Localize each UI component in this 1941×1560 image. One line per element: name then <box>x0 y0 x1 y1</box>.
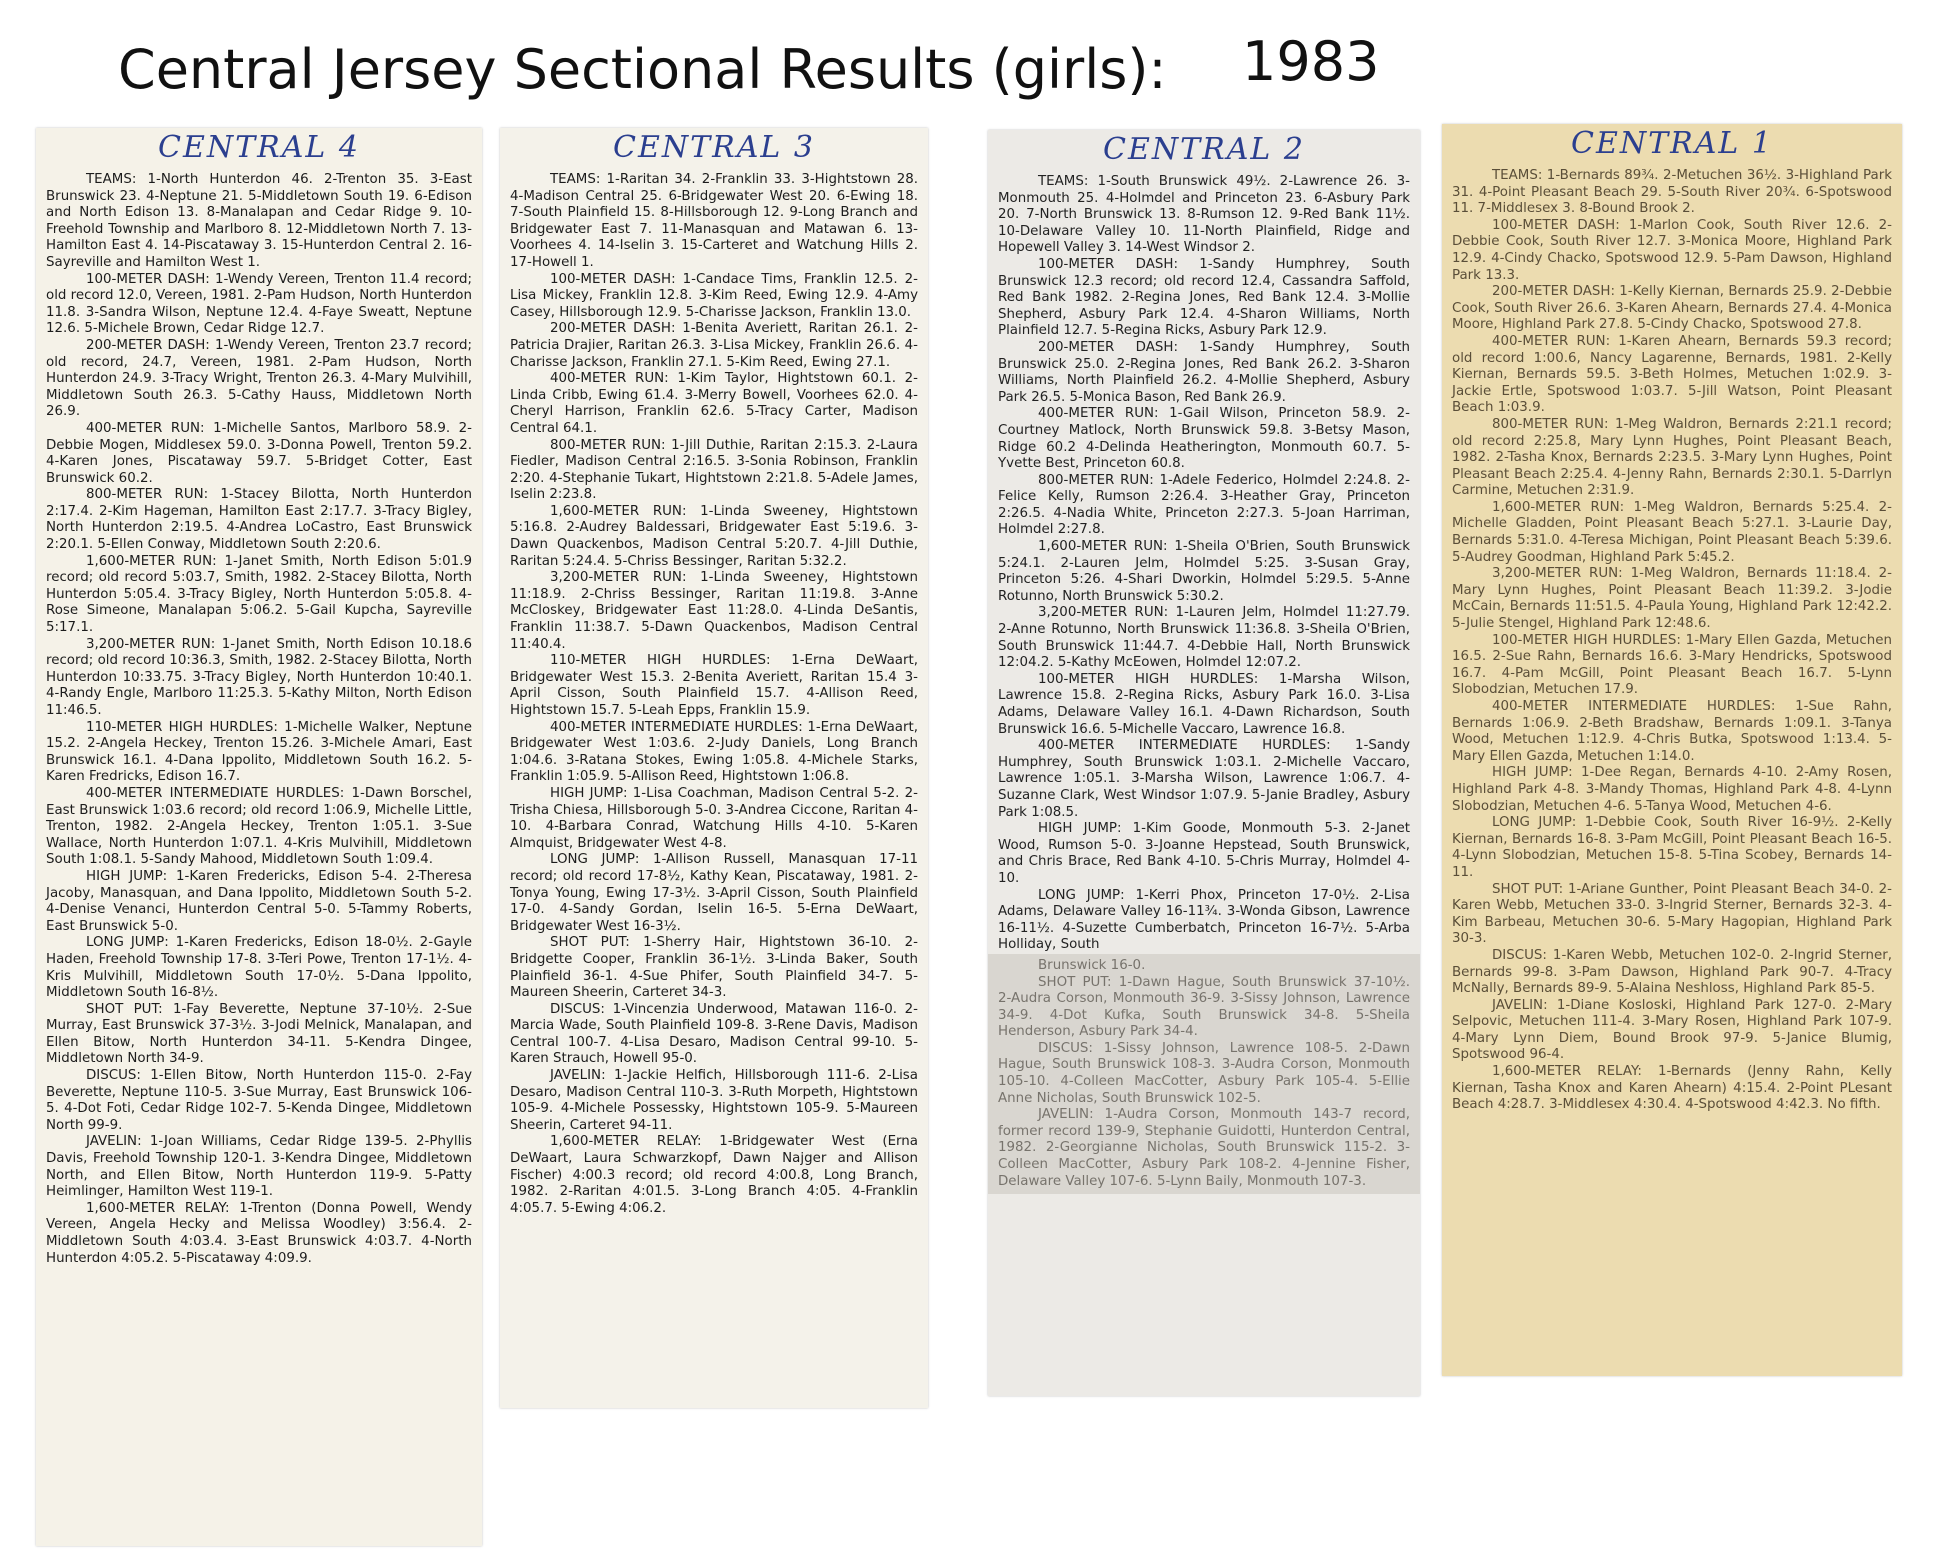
result-paragraph: DISCUS: 1-Sissy Johnson, Lawrence 108-5. 2-Dawn Hague, South Brunswick 108-3. 3-Audra Corson, Monmouth 105-10. 4-Colleen MacCotter, Asbury Park 105-4. 5-Ellie Anne Nicholas, South Brunswick 102-5. <box>998 1040 1410 1106</box>
result-paragraph: 400-METER INTERMEDIATE HURDLES: 1-Sandy Humphrey, South Brunswick 1:03.1. 2-Michelle Vaccaro, Lawrence 1:05.1. 3-Marsha Wilson, Lawrence 1:06.7. 4-Suzanne Clark, West Windsor 1:07.9. 5-Janie Bradley, Asbury Park 1:08.5. <box>998 738 1410 820</box>
result-paragraph: 100-METER DASH: 1-Wendy Vereen, Trenton 11.4 record; old record 12.0, Vereen, 1981. 2-Pam Hudson, North Hunterdon 11.8. 3-Sandra Wilson, Neptune 12.4. 4-Faye Sweatt, Neptune 12.6. 5-Michele Brown, Cedar Ridge 12.7. <box>46 271 472 337</box>
result-paragraph: DISCUS: 1-Ellen Bitow, North Hunterdon 115-0. 2-Fay Beverette, Neptune 110-5. 3-Sue Murray, East Brunswick 106-5. 4-Dot Foti, Cedar Ridge 102-7. 5-Kenda Dingee, Middletown North 99-9. <box>46 1068 472 1133</box>
result-paragraph: HIGH JUMP: 1-Lisa Coachman, Madison Central 5-2. 2-Trisha Chiesa, Hillsborough 5-0. 3-Andrea Ciccone, Raritan 4-10. 4-Barbara Conrad, Watchung Hills 4-10. 5-Karen Almquist, Bridgewater West 4-8. <box>510 785 918 851</box>
result-paragraph: TEAMS: 1-Bernards 89¾. 2-Metuchen 36½. 3-Highland Park 31. 4-Point Pleasant Beach 29. 5-South River 20¾. 6-Spotswood 11. 7-Middlesex 3. 8-Bound Brook 2. <box>1452 168 1892 217</box>
result-paragraph: LONG JUMP: 1-Debbie Cook, South River 16-9½. 2-Kelly Kiernan, Bernards 16-8. 3-Pam McGill, Point Pleasant Beach 16-5. 4-Lynn Slobodzian, Metuchen 15-8. 5-Tina Scobey, Bernards 14-11. <box>1452 815 1892 880</box>
result-paragraph: 400-METER INTERMEDIATE HURDLES: 1-Dawn Borschel, East Brunswick 1:03.6 record; old record 1:06.9, Michelle Little, Trenton, 1982. 2-Angela Heckey, Trenton 1:05.1. 3-Sue Wallace, North Hunterdon 1:07.1. 4-Kris Mulvihill, Middletown South 1:08.1. 5-Sandy Mahood, Middletown South 1:09.4. <box>46 785 472 868</box>
clipping-handwritten-label: CENTRAL 4 <box>158 130 360 165</box>
result-paragraph: 800-METER RUN: 1-Stacey Bilotta, North Hunterdon 2:17.4. 2-Kim Hageman, Hamilton East 2:17.7. 3-Tracy Bigley, North Hunterdon 2:19.5. 4-Andrea LoCastro, East Brunswick 2:20.1. 5-Ellen Conway, Middletown South 2:20.6. <box>46 487 472 553</box>
result-paragraph: 3,200-METER RUN: 1-Lauren Jelm, Holmdel 11:27.79. 2-Anne Rotunno, North Brunswick 11:36.8. 3-Sheila O'Brien, South Brunswick 11:44.7. 4-Debbie Hall, North Brunswick 12:04.2. 5-Kathy McEowen, Holmdel 12:07.2. <box>998 605 1410 671</box>
result-paragraph: DISCUS: 1-Vincenzia Underwood, Matawan 116-0. 2-Marcia Wade, South Plainfield 109-8. 3-Rene Davis, Madison Central 100-7. 4-Lisa Desaro, Madison Central 99-10. 5-Karen Strauch, Howell 95-0. <box>510 1001 918 1067</box>
clipping-main-text <box>998 174 1410 954</box>
clipping-body <box>36 168 482 1267</box>
result-paragraph: LONG JUMP: 1-Kerri Phox, Princeton 17-0½. 2-Lisa Adams, Delaware Valley 16-11¾. 3-Wonda Gibson, Lawrence 16-11½. 4-Suzette Cumberbatch, Princeton 16-7½. 5-Arba Holliday, South <box>998 887 1410 953</box>
result-paragraph: TEAMS: 1-South Brunswick 49½. 2-Lawrence 26. 3-Monmouth 25. 4-Holmdel and Princeton 23. 6-Asbury Park 20. 7-North Brunswick 13. 8-Rumson 12. 9-Red Bank 11½. 10-Delaware Valley 10. 11-North Plainfield, Ridge and Hopewell Valley 3. 14-West Windsor 2. <box>998 174 1410 256</box>
result-paragraph: LONG JUMP: 1-Karen Fredericks, Edison 18-0½. 2-Gayle Haden, Freehold Township 17-8. 3-Teri Powe, Trenton 17-1½. 4-Kris Mulvihill, Middletown South 17-0½. 5-Dana Ippolito, Middletown South 16-8½. <box>46 935 472 1001</box>
result-paragraph: 800-METER RUN: 1-Adele Federico, Holmdel 2:24.8. 2-Felice Kelly, Rumson 2:26.4. 3-Heather Gray, Princeton 2:26.5. 4-Nadia White, Princeton 2:27.3. 5-Joan Harriman, Holmdel 2:27.8. <box>998 472 1410 538</box>
result-paragraph: 200-METER DASH: 1-Kelly Kiernan, Bernards 25.9. 2-Debbie Cook, South River 26.6. 3-Karen Ahearn, Bernards 27.4. 4-Monica Moore, Highland Park 27.8. 5-Cindy Chacko, Spotswood 27.8. <box>1452 284 1892 333</box>
clipping-handwritten-label: CENTRAL 2 <box>1103 132 1305 167</box>
clipping-central-1 <box>1442 124 1902 1376</box>
result-paragraph: 110-METER HIGH HURDLES: 1-Erna DeWaart, Bridgewater West 15.3. 2-Benita Averiett, Raritan 15.4 3-April Cisson, South Plainfield 15.7. 4-Allison Reed, Hightstown 15.7. 5-Leah Epps, Franklin 15.9. <box>510 653 918 718</box>
result-paragraph: 200-METER DASH: 1-Sandy Humphrey, South Brunswick 25.0. 2-Regina Jones, Red Bank 26.2. 3-Sharon Williams, North Plainfield 26.2. 4-Mollie Shepherd, Asbury Park 26.5. 5-Monica Bason, Red Bank 26.9. <box>998 339 1410 405</box>
result-paragraph: 200-METER DASH: 1-Wendy Vereen, Trenton 23.7 record; old record, 24.7, Vereen, 1981. 2-Pam Hudson, North Hunterdon 24.9. 3-Tracy Wright, Trenton 26.3. 4-Mary Mulvihill, Middletown South 26.3. 5-Cathy Hauss, Middletown North 26.9. <box>46 337 472 420</box>
clipping-body <box>1442 164 1902 1114</box>
result-paragraph: 100-METER DASH: 1-Marlon Cook, South River 12.6. 2-Debbie Cook, South River 12.7. 3-Monica Moore, Highland Park 12.9. 4-Cindy Chacko, Spotswood 12.9. 5-Pam Dawson, Highland Park 13.3. <box>1452 217 1892 283</box>
result-paragraph: JAVELIN: 1-Audra Corson, Monmouth 143-7 record, former record 139-9, Stephanie Guidotti, Hunterdon Central, 1982. 2-Georgianne Nicholas, South Brunswick 115-2. 3-Colleen MacCotter, Asbury Park 108-2. 4-Jennine Fisher, Delaware Valley 107-6. 5-Lynn Baily, Monmouth 107-3. <box>998 1107 1410 1189</box>
result-paragraph: HIGH JUMP: 1-Kim Goode, Monmouth 5-3. 2-Janet Wood, Rumson 5-0. 3-Joanne Hepstead, South Brunswick, and Chris Brace, Red Bank 4-10. 5-Chris Murray, Holmdel 4-10. <box>998 821 1410 886</box>
result-paragraph: DISCUS: 1-Karen Webb, Metuchen 102-0. 2-Ingrid Sterner, Bernards 99-8. 3-Pam Dawson, Highland Park 90-7. 4-Tracy McNally, Bernards 89-9. 5-Alaina Neshloss, Highland Park 85-5. <box>1452 947 1892 997</box>
clipping-body <box>988 170 1420 1194</box>
result-paragraph: 100-METER DASH: 1-Candace Tims, Franklin 12.5. 2-Lisa Mickey, Franklin 12.8. 3-Kim Reed, Ewing 12.9. 4-Amy Casey, Hillsborough 12.9. 5-Charisse Jackson, Franklin 13.0. <box>510 271 918 320</box>
result-paragraph: SHOT PUT: 1-Dawn Hague, South Brunswick 37-10½. 2-Audra Corson, Monmouth 36-9. 3-Sissy Johnson, Lawrence 34-9. 4-Dot Kufka, South Brunswick 34-8. 5-Sheila Henderson, Asbury Park 34-4. <box>998 974 1410 1040</box>
result-paragraph: 3,200-METER RUN: 1-Linda Sweeney, Hightstown 11:18.9. 2-Chriss Bessinger, Raritan 11:19.8. 3-Anne McCloskey, Bridgewater East 11:28.0. 4-Linda DeSantis, Franklin 11:38.7. 5-Dawn Quackenbos, Madison Central 11:40.4. <box>510 570 918 652</box>
result-paragraph: 400-METER RUN: 1-Michelle Santos, Marlboro 58.9. 2-Debbie Mogen, Middlesex 59.0. 3-Donna Powell, Trenton 59.2. 4-Karen Jones, Piscataway 59.7. 5-Bridget Cotter, East Brunswick 60.2. <box>46 420 472 486</box>
result-paragraph: 800-METER RUN: 1-Jill Duthie, Raritan 2:15.3. 2-Laura Fiedler, Madison Central 2:16.5. 3-Sonia Robinson, Franklin 2:20. 4-Stephanie Tukart, Hightstown 2:21.8. 5-Adele James, Iselin 2:23.8. <box>510 437 918 503</box>
result-paragraph: SHOT PUT: 1-Sherry Hair, Hightstown 36-10. 2-Bridgette Cooper, Franklin 36-1½. 3-Linda Baker, South Plainfield 36-1. 4-Sue Phifer, South Plainfield 34-7. 5-Maureen Sheerin, Carteret 34-3. <box>510 935 918 1001</box>
page-title: Central Jersey Sectional Results (girls): <box>118 38 1167 101</box>
clipping-central-3 <box>500 128 928 1408</box>
result-paragraph: 100-METER HIGH HURDLES: 1-Mary Ellen Gazda, Metuchen 16.5. 2-Sue Rahn, Bernards 16.6. 3-Mary Hendricks, Spotswood 16.7. 4-Pam McGill, Point Pleasant Beach 16.7. 5-Lynn Slobodzian, Metuchen 17.9. <box>1452 632 1892 698</box>
result-paragraph: JAVELIN: 1-Jackie Helfich, Hillsborough 111-6. 2-Lisa Desaro, Madison Central 110-3. 3-Ruth Morpeth, Hightstown 105-9. 4-Michele Possessky, Hightstown 105-9. 5-Maureen Sheerin, Carteret 94-11. <box>510 1068 918 1133</box>
result-paragraph: JAVELIN: 1-Diane Kosloski, Highland Park 127-0. 2-Mary Selpovic, Metuchen 111-4. 3-Mary Rosen, Highland Park 107-9. 4-Mary Lynn Diem, Bound Brook 97-9. 5-Janice Blumig, Spotswood 96-4. <box>1452 997 1892 1063</box>
result-paragraph: HIGH JUMP: 1-Karen Fredericks, Edison 5-4. 2-Theresa Jacoby, Manasquan, and Dana Ippolito, Middletown South 5-2. 4-Denise Venanci, Hunterdon Central 5-0. 5-Tammy Roberts, East Brunswick 5-0. <box>46 868 472 934</box>
result-paragraph: 400-METER INTERMEDIATE HURDLES: 1-Erna DeWaart, Bridgewater West 1:03.6. 2-Judy Daniels, Long Branch 1:04.6. 3-Ratana Stokes, Ewing 1:05.8. 4-Michele Starks, Franklin 1:05.9. 5-Allison Reed, Hightstown 1:06.8. <box>510 719 918 785</box>
result-paragraph: 100-METER HIGH HURDLES: 1-Marsha Wilson, Lawrence 15.8. 2-Regina Ricks, Asbury Park 16.0. 3-Lisa Adams, Delaware Valley 16.1. 4-Dawn Richardson, South Brunswick 16.6. 5-Michelle Vaccaro, Lawrence 16.8. <box>998 671 1410 737</box>
result-paragraph: 400-METER RUN: 1-Karen Ahearn, Bernards 59.3 record; old record 1:00.6, Nancy Lagarenne, Bernards, 1981. 2-Kelly Kiernan, Bernards 59.5. 3-Beth Holmes, Metuchen 1:02.9. 3-Jackie Ertle, Spotswood 1:03.7. 5-Jill Watson, Point Pleasant Beach 1:03.9. <box>1452 333 1892 416</box>
clipping-central-2 <box>988 130 1420 1396</box>
clipping-central-4 <box>36 128 482 1546</box>
result-paragraph: 1,600-METER RUN: 1-Meg Waldron, Bernards 5:25.4. 2-Michelle Gladden, Point Pleasant Beach 5:27.1. 3-Laurie Day, Bernards 5:31.0. 4-Teresa Michigan, Point Pleasant Beach 5:39.6. 5-Audrey Goodman, Highland Park 5:45.2. <box>1452 499 1892 565</box>
result-paragraph: 1,600-METER RELAY: 1-Bernards (Jenny Rahn, Kelly Kiernan, Tasha Knox and Karen Ahearn) 4:15.4. 2-Point PLesant Beach 4:28.7. 3-Middlesex 4:30.4. 4-Spotswood 4:42.3. No fifth. <box>1452 1064 1892 1113</box>
result-paragraph: JAVELIN: 1-Joan Williams, Cedar Ridge 139-5. 2-Phyllis Davis, Freehold Township 120-1. 3-Kendra Dingee, Middletown North, and Ellen Bitow, North Hunterdon 119-9. 5-Patty Heimlinger, Hamilton West 119-1. <box>46 1134 472 1200</box>
result-paragraph: TEAMS: 1-North Hunterdon 46. 2-Trenton 35. 3-East Brunswick 23. 4-Neptune 21. 5-Middletown South 19. 6-Edison and North Edison 13. 8-Manalapan and Cedar Ridge 9. 10-Freehold Township and Marlboro 8. 12-Middletown North 7. 13-Hamilton East 4. 14-Piscataway 3. 15-Hunterdon Central 2. 16-Sayreville and Hamilton West 1. <box>46 172 472 270</box>
result-paragraph: 800-METER RUN: 1-Meg Waldron, Bernards 2:21.1 record; old record 2:25.8, Mary Lynn Hughes, Point Pleasant Beach, 1982. 2-Tasha Knox, Bernards 2:23.5. 3-Mary Lynn Hughes, Point Pleasant Beach 2:25.4. 4-Jenny Rahn, Bernards 2:30.1. 5-Darrlyn Carmine, Metuchen 2:31.9. <box>1452 416 1892 499</box>
page-year: 1983 <box>1242 30 1380 93</box>
result-paragraph: 110-METER HIGH HURDLES: 1-Michelle Walker, Neptune 15.2. 2-Angela Heckey, Trenton 15.26. 3-Michele Amari, East Brunswick 16.1. 4-Dana Ippolito, Middletown South 16.2. 5-Karen Fredricks, Edison 16.7. <box>46 719 472 785</box>
clipping-handwritten-label: CENTRAL 3 <box>613 130 815 165</box>
result-paragraph: 1,600-METER RELAY: 1-Trenton (Donna Powell, Wendy Vereen, Angela Hecky and Melissa Woodley) 3:56.4. 2-Middletown South 4:03.4. 3-East Brunswick 4:03.7. 4-North Hunterdon 4:05.2. 5-Piscataway 4:09.9. <box>46 1200 472 1266</box>
result-paragraph: TEAMS: 1-Raritan 34. 2-Franklin 33. 3-Hightstown 28. 4-Madison Central 25. 6-Bridgewater West 20. 6-Ewing 18. 7-South Plainfield 15. 8-Hillsborough 12. 9-Long Branch and Bridgewater East 7. 11-Manasquan and Matawan 6. 13-Voorhees 4. 14-Iselin 3. 15-Carteret and Watchung Hills 2. 17-Howell 1. <box>510 172 918 270</box>
result-paragraph: 1,600-METER RELAY: 1-Bridgewater West (Erna DeWaart, Laura Schwarzkopf, Dawn Najger and Allison Fischer) 4:00.3 record; old record 4:00.8, Long Branch, 1982. 2-Raritan 4:01.5. 3-Long Branch 4:05. 4-Franklin 4:05.7. 5-Ewing 4:06.2. <box>510 1134 918 1216</box>
result-paragraph: 400-METER RUN: 1-Gail Wilson, Princeton 58.9. 2-Courtney Matlock, North Brunswick 59.8. 3-Betsy Mason, Ridge 60.2 4-Delinda Heatherington, Monmouth 60.7. 5-Yvette Best, Princeton 60.8. <box>998 406 1410 472</box>
result-paragraph: 200-METER DASH: 1-Benita Averiett, Raritan 26.1. 2-Patricia Drajier, Raritan 26.3. 3-Lisa Mickey, Franklin 26.6. 4-Charisse Jackson, Franklin 27.1. 5-Kim Reed, Ewing 27.1. <box>510 321 918 370</box>
clipping-handwritten-label: CENTRAL 1 <box>1571 126 1773 161</box>
result-paragraph: 100-METER DASH: 1-Sandy Humphrey, South Brunswick 12.3 record; old record 12.4, Cassandra Saffold, Red Bank 1982. 2-Regina Jones, Red Bank 12.4. 3-Mollie Shepherd, Asbury Park 12.4. 4-Sharon Williams, North Plainfield 12.7. 5-Regina Ricks, Asbury Park 12.9. <box>998 256 1410 339</box>
result-paragraph: 400-METER RUN: 1-Kim Taylor, Hightstown 60.1. 2-Linda Cribb, Ewing 61.4. 3-Merry Bowell, Voorhees 62.0. 4-Cheryl Harrison, Franklin 62.6. 5-Tracy Carter, Madison Central 64.1. <box>510 371 918 436</box>
result-paragraph: 1,600-METER RUN: 1-Linda Sweeney, Hightstown 5:16.8. 2-Audrey Baldessari, Bridgewater East 5:19.6. 3-Dawn Quackenbos, Madison Central 5:20.7. 4-Jill Duthie, Raritan 5:24.4. 5-Chriss Bessinger, Raritan 5:32.2. <box>510 503 918 569</box>
result-paragraph: 400-METER INTERMEDIATE HURDLES: 1-Sue Rahn, Bernards 1:06.9. 2-Beth Bradshaw, Bernards 1:09.1. 3-Tanya Wood, Metuchen 1:12.9. 4-Chris Butka, Spotswood 1:13.4. 5-Mary Ellen Gazda, Metuchen 1:14.0. <box>1452 699 1892 764</box>
result-paragraph: SHOT PUT: 1-Fay Beverette, Neptune 37-10½. 2-Sue Murray, East Brunswick 37-3½. 3-Jodi Melnick, Manalapan, and Ellen Bitow, North Hunterdon 34-11. 5-Kendra Dingee, Middletown North 34-9. <box>46 1001 472 1067</box>
result-paragraph: 1,600-METER RUN: 1-Sheila O'Brien, South Brunswick 5:24.1. 2-Lauren Jelm, Holmdel 5:25. 3-Susan Gray, Princeton 5:26. 4-Shari Dworkin, Holmdel 5:29.5. 5-Anne Rotunno, North Brunswick 5:30.2. <box>998 539 1410 604</box>
clipping-faded-text <box>988 954 1420 1194</box>
result-paragraph: Brunswick 16-0. <box>1038 957 1146 973</box>
result-paragraph: LONG JUMP: 1-Allison Russell, Manasquan 17-11 record; old record 17-8½, Kathy Kean, Piscataway, 1981. 2-Tonya Young, Ewing 17-3½. 3-April Cisson, South Plainfield 17-0. 4-Sandy Gordan, Iselin 16-5. 5-Erna DeWaart, Bridgewater West 16-3½. <box>510 852 918 934</box>
result-paragraph: 1,600-METER RUN: 1-Janet Smith, North Edison 5:01.9 record; old record 5:03.7, Smith, 1982. 2-Stacey Bilotta, North Hunterdon 5:05.4. 3-Tracy Bigley, North Hunterdon 5:05.8. 4-Rose Simeone, Manalapan 5:06.2. 5-Gail Kupcha, Sayreville 5:17.1. <box>46 553 472 636</box>
result-paragraph: 3,200-METER RUN: 1-Janet Smith, North Edison 10.18.6 record; old record 10:36.3, Smith, 1982. 2-Stacey Bilotta, North Hunterdon 10:33.75. 3-Tracy Bigley, North Hunterdon 10:40.1. 4-Randy Engle, Marlboro 11:25.3. 5-Kathy Milton, North Edison 11:46.5. <box>46 636 472 718</box>
result-paragraph: SHOT PUT: 1-Ariane Gunther, Point Pleasant Beach 34-0. 2-Karen Webb, Metuchen 33-0. 3-Ingrid Sterner, Bernards 32-3. 4-Kim Barbeau, Metuchen 30-6. 5-Mary Hagopian, Highland Park 30-3. <box>1452 881 1892 947</box>
result-paragraph: 3,200-METER RUN: 1-Meg Waldron, Bernards 11:18.4. 2-Mary Lynn Hughes, Point Pleasant Beach 11:39.2. 3-Jodie McCain, Bernards 11:51.5. 4-Paula Young, Highland Park 12:42.2. 5-Julie Stengel, Highland Park 12:48.6. <box>1452 566 1892 632</box>
clipping-body <box>500 168 928 1217</box>
result-paragraph: HIGH JUMP: 1-Dee Regan, Bernards 4-10. 2-Amy Rosen, Highland Park 4-8. 3-Mandy Thomas, Highland Park 4-8. 4-Lynn Slobodzian, Metuchen 4-6. 5-Tanya Wood, Metuchen 4-6. <box>1452 765 1892 814</box>
